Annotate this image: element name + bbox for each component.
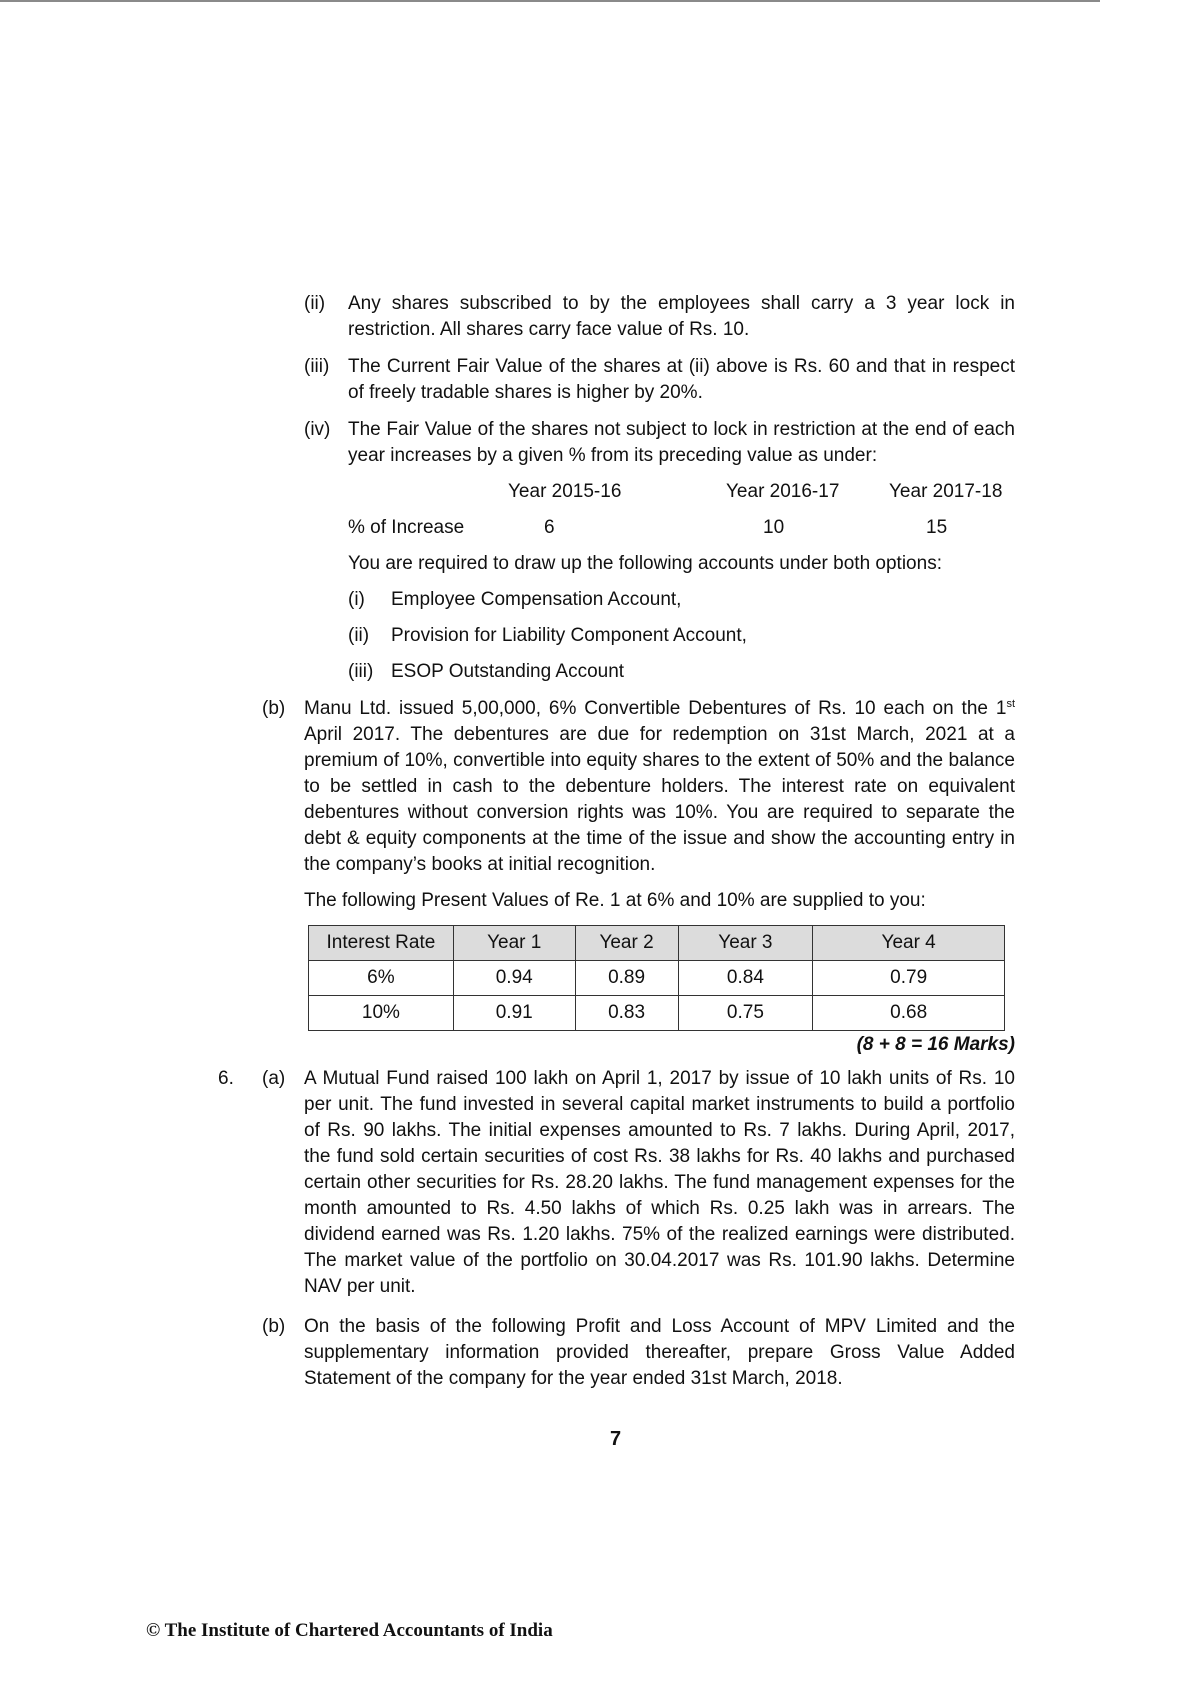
top-rule xyxy=(0,0,1100,2)
pv-cell: 0.89 xyxy=(575,961,678,996)
pv-table xyxy=(308,925,1005,1031)
pv-cell: 0.94 xyxy=(453,961,575,996)
pv-header-year3: Year 3 xyxy=(678,926,813,961)
q6-number: 6. xyxy=(218,1068,234,1089)
item-ii-text: Any shares subscribed to by the employees shall carry a 3 year lock in restriction. All shares carry face value of Rs. 10. xyxy=(348,293,1015,340)
pv-intro: The following Present Values of Re. 1 at 6% and 10% are supplied to you: xyxy=(304,890,926,911)
pv-cell: 6% xyxy=(309,961,454,996)
pv-cell: 0.68 xyxy=(813,996,1005,1031)
pv-header-year1: Year 1 xyxy=(453,926,575,961)
footer-copyright: © The Institute of Chartered Accountants of India xyxy=(146,1620,553,1641)
account-3-label: (iii) xyxy=(348,661,374,682)
account-2-text: Provision for Liability Component Account, xyxy=(391,625,747,646)
increase-header-3: Year 2017-18 xyxy=(889,481,1003,502)
part-b-text-rest: April 2017. The debentures are due for redemption on 31st March, 2021 at a premium of 10%, convertible into equity shares to the extent of 50% and the balance to be settled in cash to the debenture holders. The interest rate on equivalent debentures without conversion rights was 10%. You are required to separate the debt & equity components at the time of the issue and show the accounting entry in the company’s books at initial recognition. xyxy=(304,724,1015,875)
q6-a-label: (a) xyxy=(262,1068,286,1089)
increase-header-1: Year 2015-16 xyxy=(508,481,622,502)
increase-value-3: 15 xyxy=(926,517,948,538)
part-b-ordinal: 1st xyxy=(995,698,1016,719)
required-text: You are required to draw up the following accounts under both options: xyxy=(348,553,942,574)
part-b-text xyxy=(304,696,1015,878)
pv-header-rate: Interest Rate xyxy=(309,926,454,961)
pv-cell: 10% xyxy=(309,996,454,1031)
marks: (8 + 8 = 16 Marks) xyxy=(856,1034,1015,1055)
pv-cell: 0.83 xyxy=(575,996,678,1031)
item-iii-text: The Current Fair Value of the shares at (ii) above is Rs. 60 and that in respect of freely tradable shares is higher by 20%. xyxy=(348,356,1015,403)
part-b-label: (b) xyxy=(262,698,286,719)
pv-table-header-row xyxy=(309,926,1005,961)
pv-cell: 0.84 xyxy=(678,961,813,996)
table-row xyxy=(309,996,1005,1031)
account-1-text: Employee Compensation Account, xyxy=(391,589,682,610)
account-2-label: (ii) xyxy=(348,625,370,646)
page-number: 7 xyxy=(610,1428,622,1450)
account-1-label: (i) xyxy=(348,589,365,610)
item-iv-text: The Fair Value of the shares not subject to lock in restriction at the end of each year increases by a given % from its preceding value as under: xyxy=(348,419,1015,466)
pv-cell: 0.91 xyxy=(453,996,575,1031)
item-iv-label: (iv) xyxy=(304,419,331,440)
item-ii-label: (ii) xyxy=(304,293,326,314)
part-b-text-line1: Manu Ltd. issued 5,00,000, 6% Convertible Debentures of Rs. 10 each on the xyxy=(304,698,988,719)
pv-header-year2: Year 2 xyxy=(575,926,678,961)
item-iii-label: (iii) xyxy=(304,356,330,377)
q6-a-text: A Mutual Fund raised 100 lakh on April 1, 2017 by issue of 10 lakh units of Rs. 10 per unit. The fund invested in several capital market instruments to build a portfolio of Rs. 90 lakhs. The initial expenses amounted to Rs. 7 lakhs. During April, 2017, the fund sold certain securities of cost Rs. 38 lakhs for Rs. 40 lakhs and purchased certain other securities for Rs. 28.20 lakhs. The fund management expenses for the month amounted to Rs. 4.50 lakhs of which Rs. 0.25 lakh was in arrears. The dividend earned was Rs. 1.20 lakhs. 75% of the realized earnings were distributed. The market value of the portfolio on 30.04.2017 was Rs. 101.90 lakhs. Determine NAV per unit. xyxy=(304,1068,1015,1297)
pv-header-year4: Year 4 xyxy=(813,926,1005,961)
increase-value-1: 6 xyxy=(544,517,555,538)
increase-value-2: 10 xyxy=(763,517,785,538)
increase-header-2: Year 2016-17 xyxy=(726,481,840,502)
q6-b-label: (b) xyxy=(262,1316,286,1337)
pv-cell: 0.75 xyxy=(678,996,813,1031)
q6-b-text: On the basis of the following Profit and Loss Account of MPV Limited and the supplementary information provided thereafter, prepare Gross Value Added Statement of the company for the year ended 31st March, 2018. xyxy=(304,1316,1015,1389)
increase-row-label: % of Increase xyxy=(348,517,465,538)
pv-cell: 0.79 xyxy=(813,961,1005,996)
account-3-text: ESOP Outstanding Account xyxy=(391,661,625,682)
table-row xyxy=(309,961,1005,996)
